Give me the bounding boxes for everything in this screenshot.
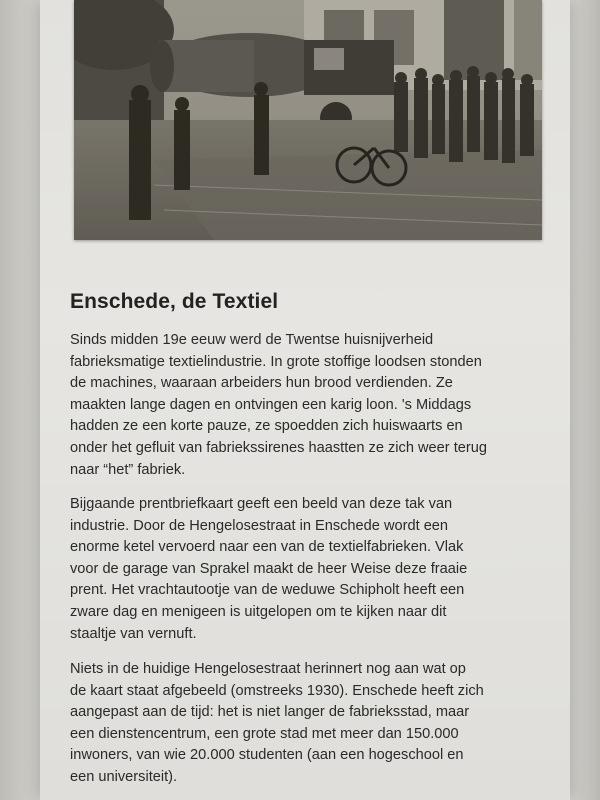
paragraph-line: aangepast aan de tijd: het is niet langer de fabrieksstad, maar [70,704,470,721]
paragraph-line: een dienstencentrum, een grote stad met meer dan 150.000 [70,725,459,742]
paragraph-2 [70,494,570,645]
paragraph-3 [70,659,570,789]
paragraph-line: naar “het” fabriek. [70,461,186,478]
paragraph-line: maakten lange dagen en ontvingen een karig loon. 's Middags [70,396,472,413]
paragraph-line: Bijgaande prentbriefkaart geeft een beeld van deze tak van [70,496,453,512]
paragraph-line: prent. Het vrachtautootje van de weduwe Schipholt heeft een [70,582,465,599]
paragraph-line: zware dag en menigeen is uitgelopen om te kijken naar dit [70,603,447,620]
paragraph-1 [70,330,570,481]
paragraph-line: industrie. Door de Hengelosestraat in Enschede wordt een [70,517,449,534]
paragraph-line: enorme ketel vervoerd naar een van de textielfabrieken. Vlak [70,539,464,556]
paragraph-line: inwoners, van wie 20.000 studenten (aan een hogeschool en [70,747,464,764]
paragraph-line: Sinds midden 19e eeuw werd de Twentse huisnijverheid [70,332,434,348]
paragraph-line: voor de garage van Sprakel maakt de heer Weise deze fraaie [70,560,468,577]
paragraph-line: een universiteit). [70,768,178,785]
paragraph-line: de machines, waaraan arbeiders hun brood verdienden. Ze [70,375,453,392]
paragraph-line: fabrieksmatige textielindustrie. In grote stoffige loodsen stonden [70,353,482,370]
paragraph-line: onder het gefluit van fabriekssirenes haastten ze zich weer terug [70,439,487,456]
paragraph-line: Niets in de huidige Hengelosestraat herinnert nog aan wat op [70,661,466,677]
article-title: Enschede, de Textiel [70,290,279,313]
paragraph-line: de kaart staat afgebeeld (omstreeks 1930). Enschede heeft zich [70,682,484,699]
paragraph-line: hadden ze een korte pauze, ze spoedden zich huiswaarts en [70,418,463,435]
historic-photo [74,0,542,240]
paragraph-line: staaltje van vernuft. [70,625,197,642]
historic-street-photo-image [74,0,542,240]
